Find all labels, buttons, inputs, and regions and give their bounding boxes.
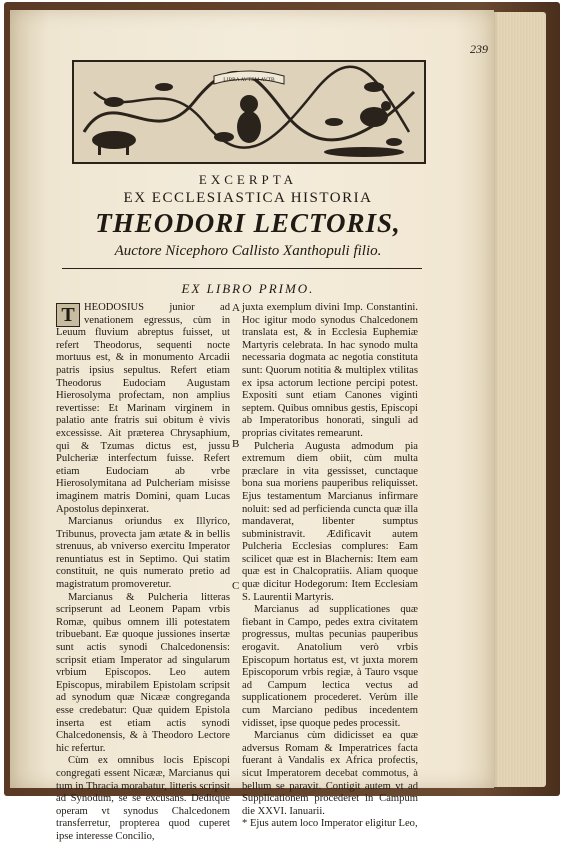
book-page: [10, 10, 494, 842]
paragraph: Marcianus ad supplicationes quæ fiebant in Campo, pedes extra civitatem progressus, multas pecunias pauperibus erogavit. Anatolium verò vrbis Episcopum hortatus est, vt juxta morem Episcoporum vrbis regiæ, à Tauro vsque ad Campum lectica vectus ad supplicationem procederet. Verùm ille cum Marciano pedibus incedentem vidisset, ipse quoque pedes processit.: [242, 604, 418, 729]
paragraph: Marcianus cùm didicisset ea quæ adversus Romam & Imperatrices facta fuerant à Vandalis ex Africa profectis, sicut Imperatorem decebat commotus, à bellum se paravit. Contigit autem vt ad Supplicationem procederet in Campum die XXVI. Ianuarii.: [242, 730, 418, 817]
title-excerpta: EXCERPTA: [198, 172, 298, 187]
paragraph: Cùm ex omnibus locis Episcopi congregati essent Nicææ, Marcianus qui tum in Thracia morabatur, litteris scripsit ad Synodum, se se excusans. Deditque operam vt synodus Chalcedonem transferretur, propterea quod cuperet ipse interesse Concilio,: [56, 755, 230, 842]
paragraph: juxta exemplum divini Imp. Constantini. Hoc igitur modo synodus Chalcedonem translata est, & in Ecclesia Euphemiæ Martyris celebrata. In hac synodo multa necessaria dogmata ac negotia constituta sunt: Quorum notitia & multiplex vtilitas ex ipsa actorum lectione percipi potest. Expositi sunt etiam Canones viginti septem. Quibus omnibus gestis, Episcopi ab Imperatoribus honorati, singuli ad proprias civitates remearunt.: [242, 302, 418, 439]
paragraph: Marcianus & Pulcheria litteras scripserunt ad Leonem Papam vrbis Romæ, quibus omnem illi potestatem tribuebant. Eæ quoque jussiones insertæ sunt actis synodi Chalcedonensis: scripsit etiam Imperator ad singularum vrbium Episcopos. Leo autem Episcopus, mirabilem Epistolam scripsit ad synodum quæ Nicææ congreganda esse credebatur: Quæ quidem Epistola inserta est etiam actis synodi Chalcedonensis, & à Theodoro Lectore hic refertur.: [56, 591, 230, 754]
woodcut-headpiece: [72, 60, 426, 164]
page-number: 239: [470, 42, 488, 56]
headpiece-banner-text: LIBRA AVTEM AVTB: [223, 77, 275, 83]
title-author-name: THEODORI LECTORIS,: [95, 208, 401, 238]
paragraph: Pulcheria Augusta admodum pia extremum diem obiit, cùm multa præclare in vita gessisset, cunctaque bona sua moriens pauperibus reliquisset. Ejus testamentum Marcianus infirmare noluit: sed ad perficienda cuncta quæ illa mandaverat, libenter sumptus subministravit. Ædificavit autem Pulcheria Ecclesias complures: Eam scilicet quæ est in Blachernis: Item eam quæ est in Chalcopratiis. Aliam quoque quæ dicitur Hodegorum: Item Ecclesiam S. Laurentii Martyris.: [242, 440, 418, 603]
title-attribution: Auctore Nicephoro Callisto Xanthopuli filio.: [114, 243, 382, 259]
paragraph: * Ejus autem loco Imperator eligitur Leo,: [242, 818, 418, 830]
margin-letter-c: C: [232, 580, 240, 592]
drop-capital: T: [56, 303, 80, 327]
left-column: [56, 302, 230, 844]
section-heading: EX LIBRO PRIMO.: [181, 281, 315, 296]
margin-letter-a: A: [232, 302, 240, 314]
title-historia: EX ECCLESIASTICA HISTORIA: [123, 190, 373, 206]
margin-letter-b: B: [232, 438, 240, 450]
right-column: [242, 302, 418, 831]
title-rule: [62, 268, 422, 269]
paragraph: T HEODOSIUS junior ad venationem egressus, cùm in Leuum fluvium abreptus fuisset, ut refert Theodorus, sequenti nocte mortuus est, & in monumento Arcadii patris ipsius sepultus. Refert etiam Theodorus Eudociam Augustam Hierosolyma profectam, non amplius revertisse: Et Marinam virginem in palatio ante fratris sui obitum è vivis excessisse. Ait præterea Chrysaphium, qui & Tzumas dictus est, jussu Pulcheriæ interfectum fuisse. Refert etiam Eudociam ab vrbe Hierosolymitana ad Pulcheriam misisse imaginem matris Domini, quam Lucas Apostolus depinxerat.: [56, 302, 230, 515]
paragraph: Marcianus oriundus ex Illyrico, Tribunus, provecta jam ætate & in bellis strenuus, ab vniverso exercitu Imperator renuntiatus est in Septimo. Qui statim constituit, ne quis numerato pretio ad magistratum promoveretur.: [56, 516, 230, 591]
